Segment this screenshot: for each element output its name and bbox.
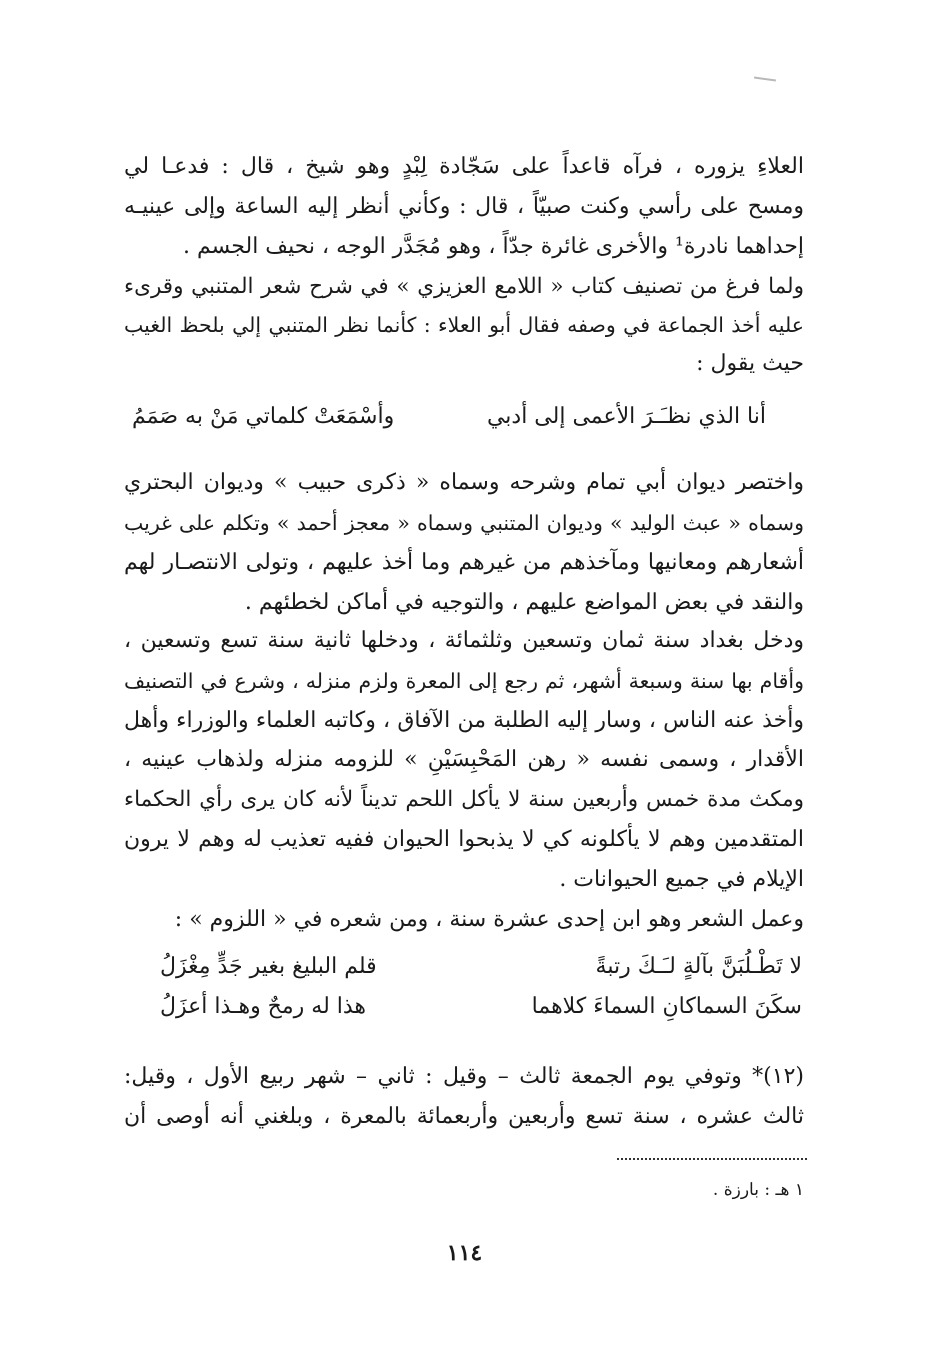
page-number: ١١٤ <box>446 1240 483 1266</box>
scan-mark <box>754 76 776 81</box>
text-line-3: إحداهما نادرة¹ والأخرى غائرة جدّاً ، وهو مُجَدَّر الوجه ، نحيف الجسم . <box>183 234 804 259</box>
text-line-19: (١٢)* وتوفي يوم الجمعة ثالث – وقيل : ثاني – شهر ربيع الأول ، وقيل: <box>124 1064 804 1089</box>
text-line-10: والنقد في بعض المواضع عليهم ، والتوجيه في أماكن لخطئهم . <box>244 590 804 615</box>
text-line-9: أشعارهم ومعانيها ومآخذهم من غيرهم وما أخذ عليهم ، وتولى الانتصـار لهم <box>124 550 804 575</box>
text-line-8: وسماه « عبث الوليد » وديوان المتنبي وسماه « معجز أحمد » وتكلم على غريب <box>124 511 804 535</box>
text-line-18: وعمل الشعر وهو ابن إحدى عشرة سنة ، ومن شعره في « اللزوم » : <box>174 907 804 932</box>
text-line-14: الأقدار ، وسمى نفسه « رهن المَحْبِسَيْنِ » للزومه منزله ولذهاب عينيه ، <box>124 747 804 772</box>
text-line-1: العلاءِ يزوره ، فرآه قاعداً على سَجّادة لِبْدٍ وهو شيخ ، قال : فدعـا لي <box>124 154 804 179</box>
footnote: ١ هـ : بارزة . <box>712 1180 804 1200</box>
text-line-2: ومسح على رأسي وكنت صبيّاً ، قال : وكأني أنظر إليه الساعة وإلى عينيـه <box>124 194 804 219</box>
verse-2-line-2-first-hemistich: سكَنَ السماكانِ السماءَ كلاهما <box>531 994 802 1019</box>
verse-2-line-1-first-hemistich: لا تَطْـلُبَنَّ بآلةٍ لـَـكَ رتبةً <box>595 954 802 979</box>
text-line-20: ثالث عشره ، سنة تسع وأربعين وأربعمائة بالمعرة ، وبلغني أنه أوصى أن <box>124 1104 804 1129</box>
text-line-7: واختصر ديوان أبي تمام وشرحه وسماه « ذكرى حبيب » وديوان البحتري <box>124 470 804 495</box>
footnote-separator <box>617 1158 807 1160</box>
text-line-12: وأقام بها سنة وسبعة أشهر، ثم رجع إلى المعرة ولزم منزله ، وشرع في التصنيف <box>124 669 804 693</box>
verse-1-first-hemistich: أنا الذي نظـَـرَ الأعمى إلى أدبي <box>486 404 766 429</box>
text-line-4: ولما فرغ من تصنيف كتاب « اللامع العزيزي » في شرح شعر المتنبي وقرىء <box>124 274 804 299</box>
text-line-15: ومكث مدة خمس وأربعين سنة لا يأكل اللحم تديناً لأنه كان يرى رأي الحكماء <box>124 787 804 812</box>
text-line-6: حيث يقول : <box>696 351 804 376</box>
text-line-16: المتقدمين وهم لا يأكلونه كي لا يذبحوا الحيوان ففيه تعذيب له وهم لا يرون <box>124 827 804 852</box>
text-line-17: الإيلام في جميع الحيوانات . <box>559 867 804 892</box>
verse-2-line-1-second-hemistich: قلم البليغ بغير جَدٍّ مِغْزَلُ <box>160 954 377 979</box>
text-line-11: ودخل بغداد سنة ثمان وتسعين وثلثمائة ، ودخلها ثانية سنة تسع وتسعين ، <box>124 628 804 653</box>
text-line-5: عليه أخذ الجماعة في وصفه فقال أبو العلاء : كأنما نظر المتنبي إلي بلحظ الغيب <box>124 313 804 337</box>
verse-1-second-hemistich: وأسْمَعَتْ كلماتي مَنْ به صَمَمُ <box>132 404 395 429</box>
text-line-13: وأخذ عنه الناس ، وسار إليه الطلبة من الآفاق ، وكاتبه العلماء والوزراء وأهل <box>124 708 804 733</box>
verse-2-line-2-second-hemistich: هذا له رمحٌ وهـذا أعزَلُ <box>160 994 367 1019</box>
